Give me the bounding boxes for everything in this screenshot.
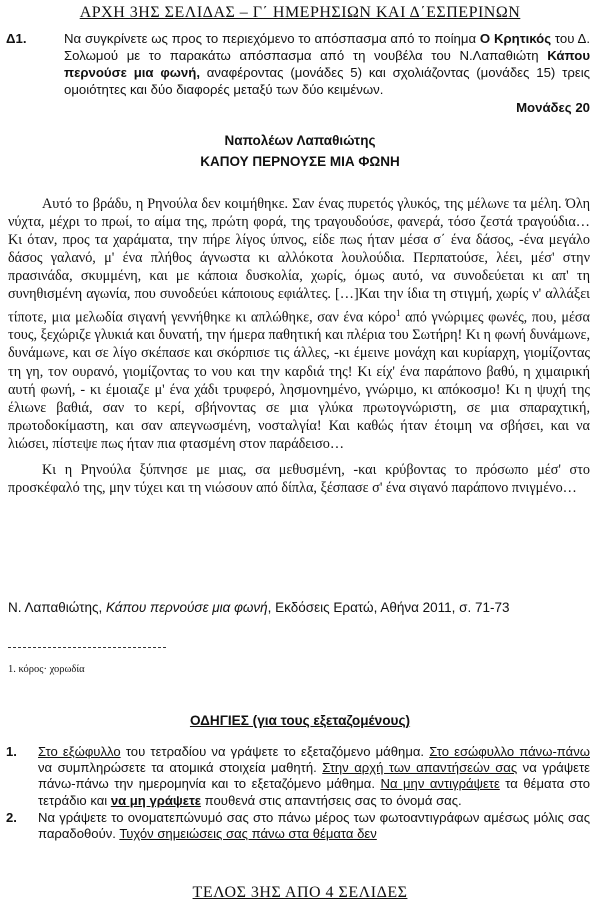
instruction-text <box>38 810 590 842</box>
question-text-part: του Δ. Σολωμού με το παρακάτω απόσπασμα από τη νουβέλα του Ν.Λαπαθιώτη <box>64 31 590 63</box>
question-text-part: Να συγκρίνετε ως προς το περιεχόμενο το απόσπασμα από το ποίημα <box>64 31 480 46</box>
excerpt-paragraph <box>8 195 590 453</box>
instruction-segment: να μη γράψετε <box>110 792 202 808</box>
source-citation <box>8 599 590 617</box>
text-title: ΚΑΠΟΥ ΠΕΡΝΟΥΣΕ ΜΙΑ ΦΩΝΗ <box>200 154 400 169</box>
instructions-list <box>6 744 590 843</box>
source-publisher: , Εκδόσεις Ερατώ, Αθήνα 2011, σ. 71-73 <box>267 600 510 615</box>
instruction-segment: Στην αρχή των απαντήσεών σας <box>322 760 518 776</box>
question-text-part: αναφέροντας (μονάδες 5) και σχολιάζοντας (μονάδες 15) τρεις ομοιότητες και δύο διαφορές μεταξύ των δύο κειμένων. <box>64 65 590 97</box>
text-author: Ναπολέων Λαπαθιώτης <box>224 133 376 148</box>
instruction-segment: Στο εξώφυλλο <box>38 744 121 759</box>
page-footer: ΤΕΛΟΣ 3ΗΣ ΑΠΟ 4 ΣΕΛΙΔΕΣ <box>192 884 408 901</box>
footnote-divider <box>8 647 166 648</box>
instructions-title: ΟΔΗΓΙΕΣ (για τους εξεταζομένους) <box>189 713 411 728</box>
literary-excerpt <box>8 195 590 497</box>
poem-title: Ο Κρητικός <box>479 31 552 46</box>
question-text <box>64 30 590 98</box>
instruction-segment: Να μην αντιγράψετε <box>380 776 500 792</box>
source-author: Ν. Λαπαθιώτης, <box>8 600 106 615</box>
excerpt-text: από γνώριμες φωνές, που, μέσα τους, ξεχώριζε γλυκιά και δυνατή, την ήμερα παθητική και πλέρια του Σωτήρη! Κι η φωνή δυνάμωνε, δυνάμωνε, και σε λίγο σκέπασε και σκόρπισε τις άλλες, -κι έμεινε μονάχη και κυρίαρχη, γιομίζοντας τη γη, τον ουρανό, γιομίζοντας το νου και την καρδιά της! Κι είχ' ένα παράπονο βαθύ, η χιμαιρική αυτή φωνή, - κι έμοιαζε μ' ένα χάδι τρυφερό, λησμονημένο, γνώριμο, κι απόκοσμο! Κι η ψυχή της έλιωνε βαθιά, σαν το κερί, σβήνοντας σε μια γλύκα πρωτογνώριστη, σε μια σπαραχτική, πρωτοδοκίμαστη, και σαν απεγνωσμένη, νοσταλγία! Και καθώς ήταν έτοιμη να σβήσει, και να λιώσει, πίστεψε πως ήταν πια φτασμένη στον παράδεισο… <box>8 309 590 452</box>
excerpt-text: Αυτό το βράδυ, η Ρηνούλα δεν κοιμήθηκε. Σαν ένας πυρετός γλυκός, της μέλωνε τα μέλη. Όλη νύχτα, μέχρι το πρωί, το αίμα της, πρώτη φορά, της τραγουδούσε, φανερά, τόσο ζεστά τραγούδια…Κι όταν, προς τα χαράματα, την πήρε λίγος ύπνος, είδε πως ήταν μέσα σ΄ ένα δάσος, -ένα μεγάλο δάσος γαλανό, μ' ένα πλήθος άγνωστα κι αλλόκοτα λουλούδια. Περπατούσε, λέει, μέσ' στην πρασινάδα, σκυμμένη, και με κάποια δυσκολία, χωρίς, όμως αυτό, να συνοδεύεται κι απ' τη συνηθισμένη αγωνία, που συνοδεύει κάποιους εφιάλτες. […]Και την ίδια τη στιγμή, χωρίς ν' αλλάξει τίποτε, μια μελωδία σιγανή γεννήθηκε κι απλώθηκε, σαν ένα κόρο <box>8 196 590 326</box>
instruction-number: 1. <box>6 744 17 759</box>
source-title: Κάπου περνούσε μια φωνή <box>105 600 268 615</box>
novella-title: Κάπου περνούσε μια φωνή, <box>64 48 590 80</box>
instruction-segment: να γράψετε πάνω-πάνω την ημερομηνία και το εξεταζόμενο μάθημα. <box>38 760 591 792</box>
instruction-item <box>6 744 590 809</box>
instruction-segment: να συμπληρώσετε τα ατομικά στοιχεία μαθητή. <box>38 760 323 776</box>
instruction-segment: του τετραδίου να γράψετε το εξεταζόμενο μάθημα. <box>120 744 430 759</box>
instruction-segment: Στο εσώφυλλο πάνω-πάνω <box>429 744 590 759</box>
instruction-item <box>6 810 590 842</box>
footnote-marker: 1 <box>395 307 401 318</box>
instruction-segment: Να γράψετε το ονοματεπώνυμό σας στο πάνω μέρος των φωτοαντιγράφων αμέσως μόλις σας παραδοθούν. <box>38 809 590 842</box>
instruction-segment: πουθενά στις απαντήσεις σας το όνομά σας. <box>201 792 462 808</box>
question-block <box>6 30 590 116</box>
instruction-number: 2. <box>6 809 17 825</box>
question-marks: Μονάδες 20 <box>516 100 590 115</box>
excerpt-paragraph: Κι η Ρηνούλα ξύπνησε με μιας, σα μεθυσμένη, -και κρύβοντας το πρόσωπο μέσ' στο προσκέφαλό της, μην τύχει και τη νιώσουν από δίπλα, ξέσπασε σ' ένα σιγανό παράπονο πνιγμένο… <box>8 462 590 497</box>
page-header: ΑΡΧΗ 3ΗΣ ΣΕΛΙΔΑΣ – Γ΄ ΗΜΕΡΗΣΙΩΝ ΚΑΙ Δ΄ΕΣΠΕΡΙΝΩΝ <box>79 4 521 21</box>
instruction-text <box>38 744 590 809</box>
instruction-segment: τα θέματα στο τετράδιο και <box>38 776 590 808</box>
instruction-segment: Τυχόν σημειώσεις σας πάνω στα θέματα δεν <box>119 826 377 842</box>
footnote: 1. κόρος· χορωδία <box>8 664 85 675</box>
question-number: Δ1. <box>6 31 27 46</box>
